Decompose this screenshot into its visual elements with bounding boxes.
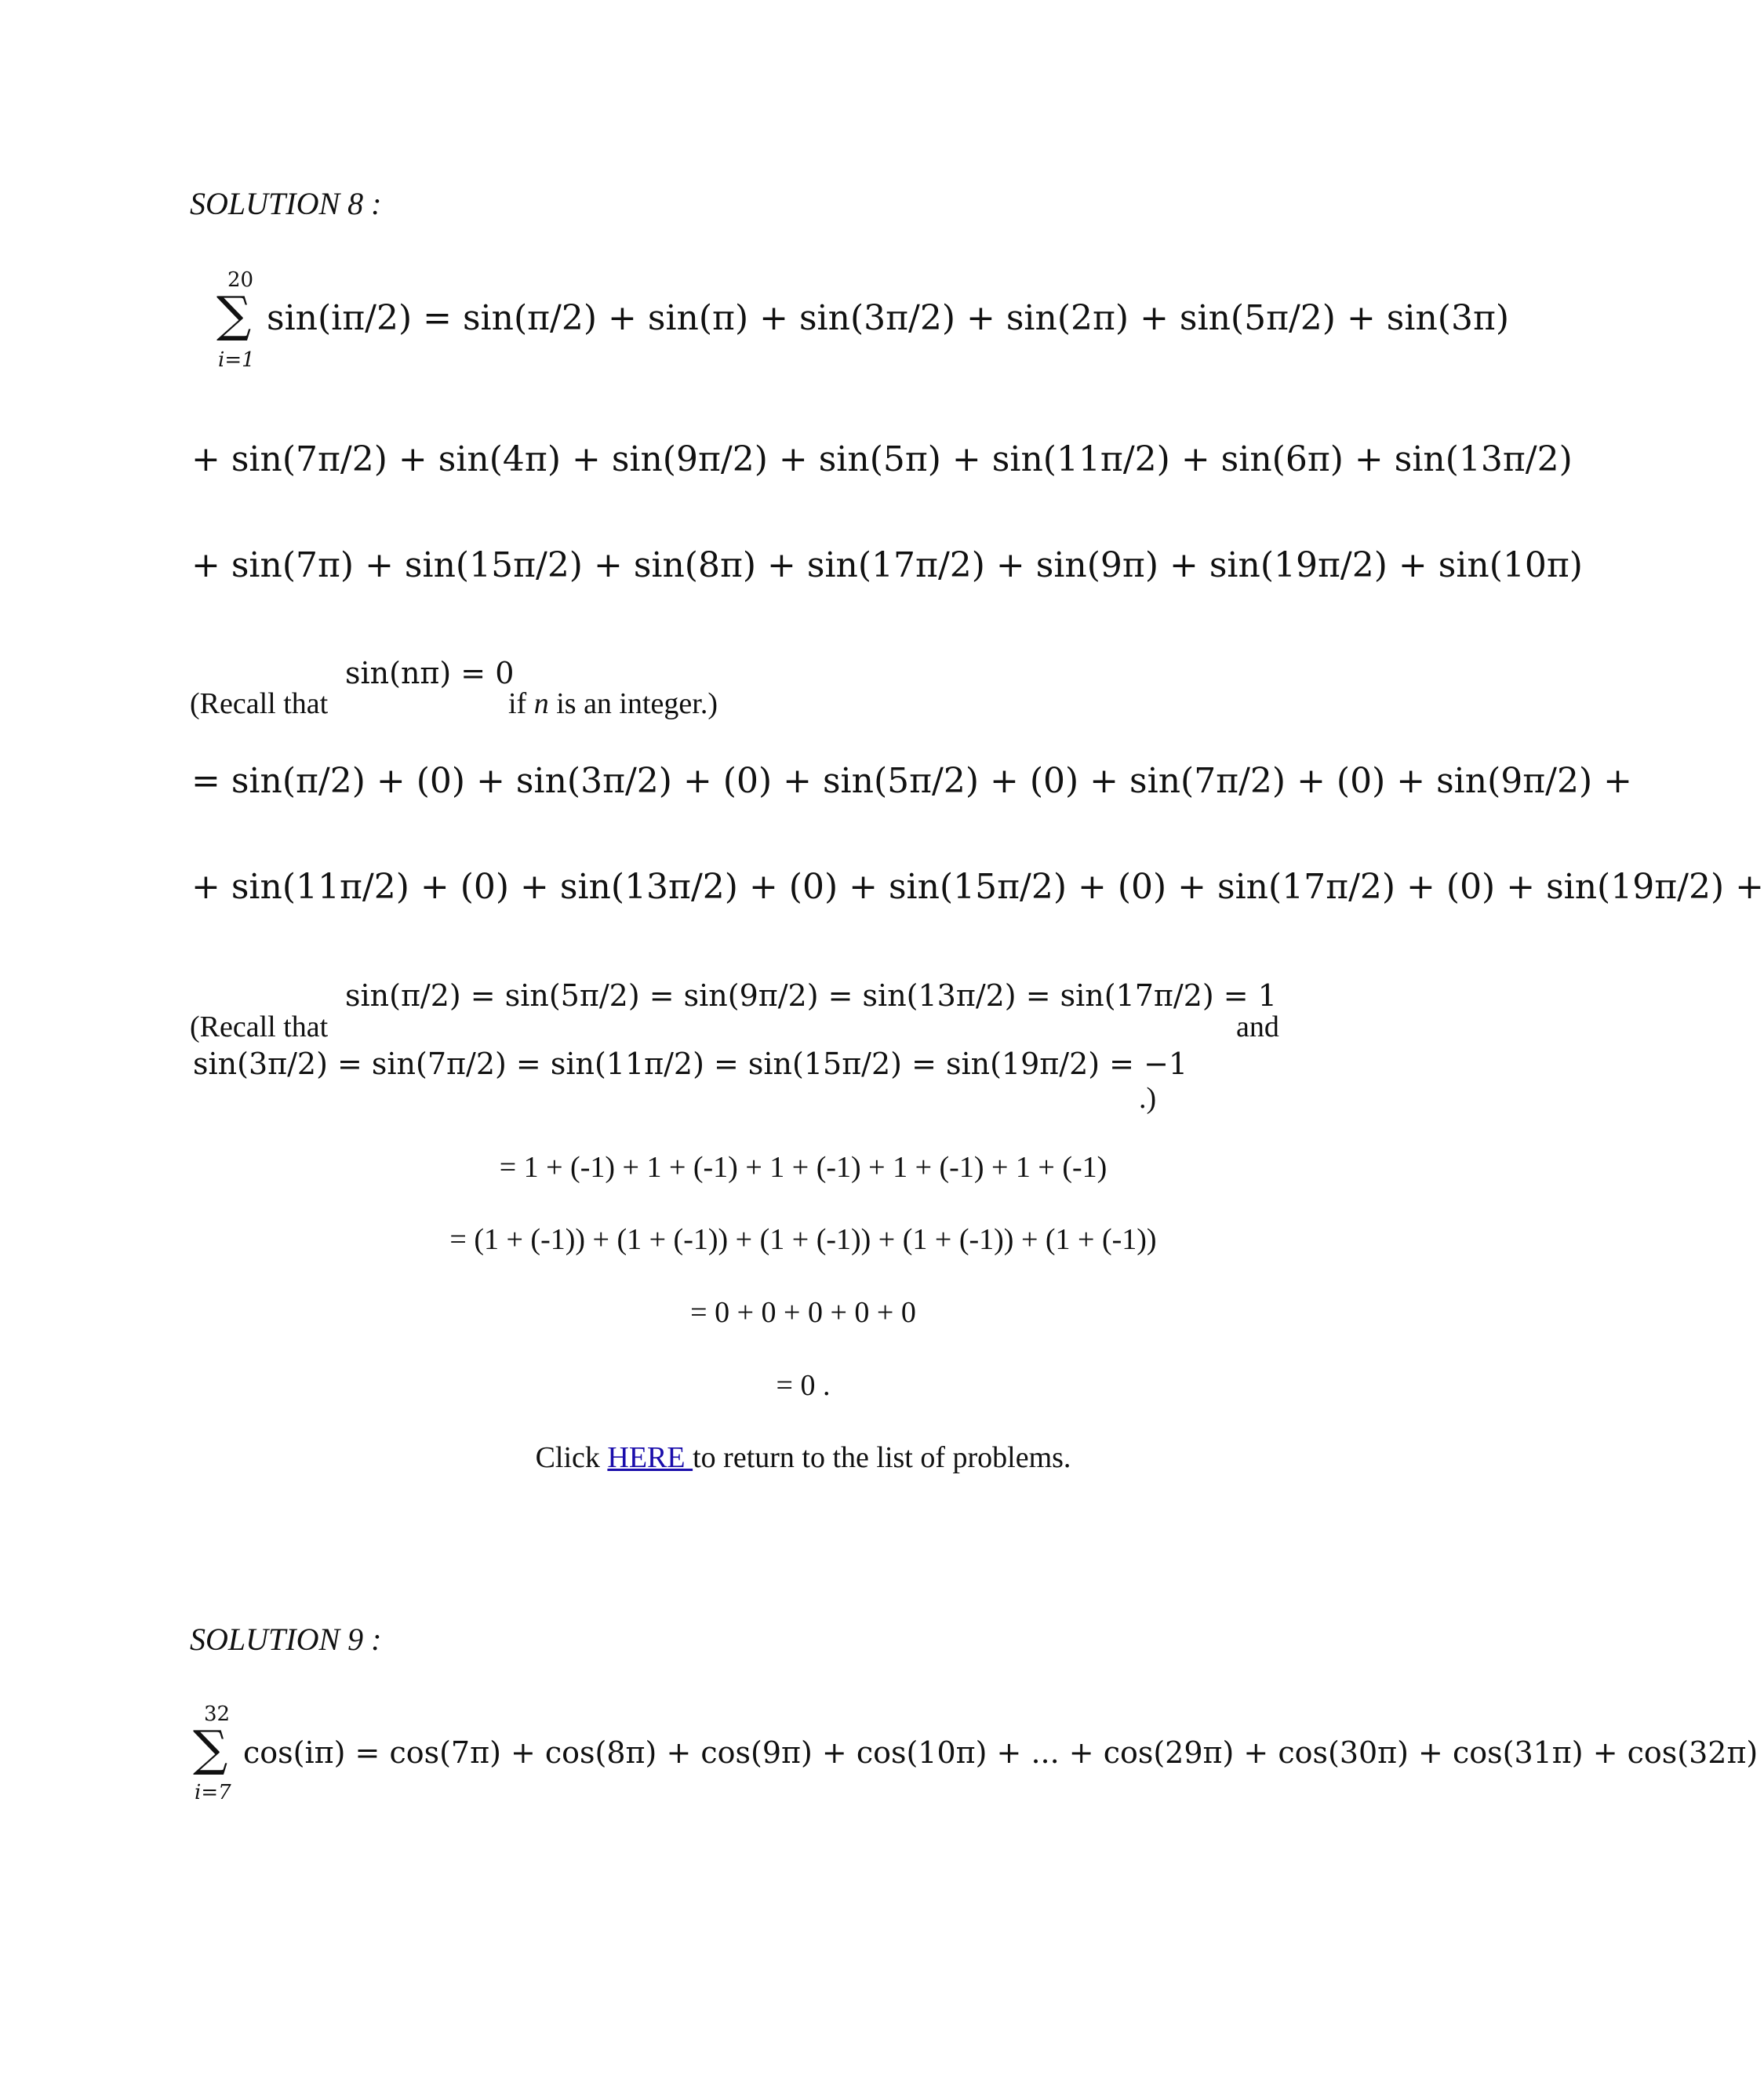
equation-line-4: = sin(π/2) + (0) + sin(3π/2) + (0) + sin(5π/2) + (0) + sin(7π/2) + (0) + sin(9π/2) + [191, 761, 1632, 801]
click-suffix: to return to the list of problems. [693, 1441, 1071, 1474]
recall-2-suffix: .) [1139, 1082, 1157, 1115]
equation-line-5: + sin(11π/2) + (0) + sin(13π/2) + (0) + sin(15π/2) + (0) + sin(17π/2) + (0) + sin(19π/2) + [191, 867, 1764, 907]
sum-lower-limit-9: i=7 [195, 1781, 231, 1804]
summation-symbol: ∑ [216, 286, 252, 343]
return-link-line [0, 1440, 1606, 1475]
solution-8-heading: SOLUTION 8 : [190, 186, 382, 221]
recall-2-formula-a: sin(π/2) = sin(5π/2) = sin(9π/2) = sin(13π/2) = sin(17π/2) = 1 [345, 978, 1277, 1013]
step-4: = 0 . [776, 1369, 831, 1402]
recall-2-and: and [1236, 1010, 1279, 1043]
step-1: = 1 + (-1) + 1 + (-1) + 1 + (-1) + 1 + (-1) + 1 + (-1) [499, 1151, 1108, 1184]
sum-upper-limit: 20 [227, 268, 254, 292]
equation-line-9: cos(iπ) = cos(7π) + cos(8π) + cos(9π) + cos(10π) + ... + cos(29π) + cos(30π) + cos(31π) + cos(32π) [243, 1735, 1759, 1770]
sum-lower-limit: i=1 [218, 348, 255, 372]
recall-2-formula-b: sin(3π/2) = sin(7π/2) = sin(11π/2) = sin(15π/2) = sin(19π/2) = −1 [193, 1047, 1188, 1081]
solution-9-heading: SOLUTION 9 : [190, 1622, 382, 1657]
step-2: = (1 + (-1)) + (1 + (-1)) + (1 + (-1)) + (1 + (-1)) + (1 + (-1)) [449, 1223, 1157, 1256]
step-3: = 0 + 0 + 0 + 0 + 0 [690, 1296, 916, 1329]
recall-2-prefix: (Recall that [190, 1010, 329, 1043]
equation-line-3: + sin(7π) + sin(15π/2) + sin(8π) + sin(17π/2) + sin(9π) + sin(19π/2) + sin(10π) [191, 545, 1583, 585]
click-prefix: Click [535, 1441, 608, 1474]
sum-upper-limit-9: 32 [204, 1702, 231, 1726]
recall-1-prefix: (Recall that [190, 687, 329, 720]
here-link[interactable]: HERE [607, 1441, 693, 1474]
summation-symbol-9: ∑ [193, 1720, 228, 1777]
recall-1-suffix: if n is an integer.) [508, 687, 718, 720]
equation-line-1: sin(iπ/2) = sin(π/2) + sin(π) + sin(3π/2) + sin(2π) + sin(5π/2) + sin(3π) [267, 298, 1510, 338]
recall-1-formula: sin(nπ) = 0 [345, 656, 515, 690]
equation-line-2: + sin(7π/2) + sin(4π) + sin(9π/2) + sin(5π) + sin(11π/2) + sin(6π) + sin(13π/2) [191, 439, 1573, 479]
